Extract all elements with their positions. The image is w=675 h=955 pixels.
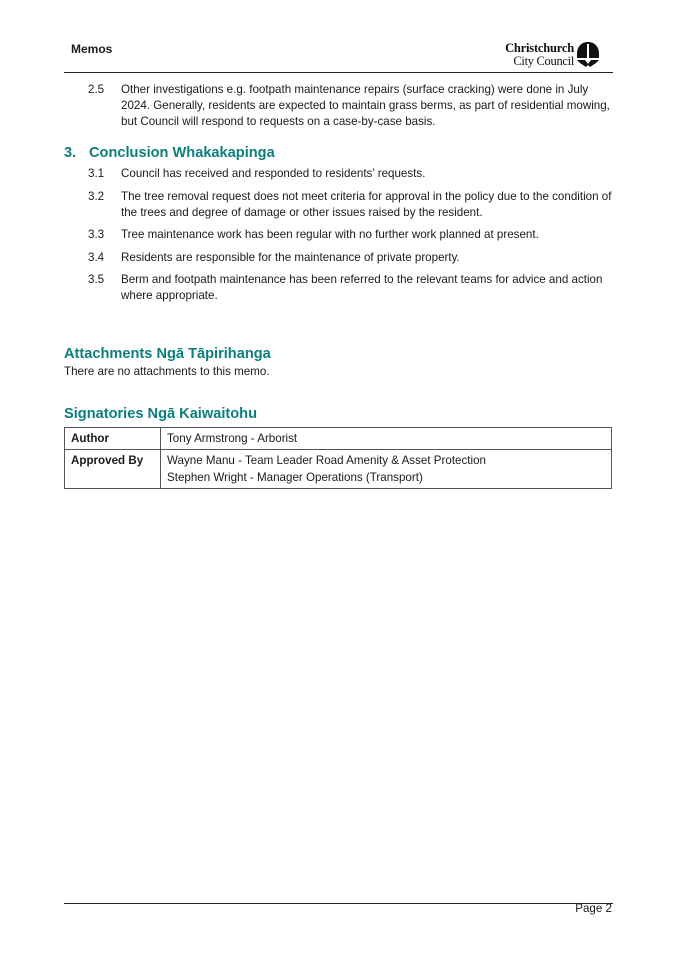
paragraph-number: 3.5 [88,273,105,286]
section-title: Conclusion Whakakapinga [89,145,275,161]
paragraph-text: Residents are responsible for the maintenance of private property. [121,251,460,264]
table-row [65,428,612,450]
signatories-table [64,427,612,489]
page-number: Page 2 [575,902,612,915]
paragraph-3-4 [88,250,618,266]
council-logo [498,41,603,69]
attachments-heading: Attachments Ngā Tāpirihanga [64,346,271,362]
paragraph-2-5 [88,82,618,130]
paragraph-number: 2.5 [88,83,105,96]
paragraph-number: 3.3 [88,228,105,241]
table-row [65,450,612,489]
paragraph-text: The tree removal request does not meet criteria for approval in the policy due to the condition of the trees and degree of damage or other issues raised by the resident. [121,190,612,219]
logo-line-2: City Council [513,54,574,68]
header-rule [64,72,613,73]
section-number: 3. [64,145,77,161]
paragraph-3-5 [88,272,618,304]
memo-header-title: Memos [71,42,113,56]
signatory-line: Wayne Manu - Team Leader Road Amenity & Asset Protection [167,454,486,467]
author-value [161,428,612,450]
attachments-text: There are no attachments to this memo. [64,365,270,378]
paragraph-3-1 [88,166,618,182]
signatories-heading: Signatories Ngā Kaiwaitohu [64,406,257,422]
author-label: Author [65,428,161,450]
paragraph-text: Tree maintenance work has been regular with no further work planned at present. [121,228,539,241]
approved-by-label: Approved By [65,450,161,489]
signatory-line: Tony Armstrong - Arborist [167,432,298,445]
paragraph-number: 3.2 [88,190,105,203]
footer-rule [64,903,613,904]
paragraph-number: 3.4 [88,251,105,264]
paragraph-3-3 [88,227,618,243]
cathedral-emblem-icon [576,41,600,68]
conclusion-heading [64,144,275,162]
paragraph-3-2 [88,189,618,221]
approved-by-value [161,450,612,489]
signatory-line: Stephen Wright - Manager Operations (Transport) [167,471,423,484]
logo-wordmark [498,42,574,68]
paragraph-number: 3.1 [88,167,105,180]
logo-line-1: Christchurch [505,41,574,55]
paragraph-text: Council has received and responded to residents’ requests. [121,167,426,180]
paragraph-text: Berm and footpath maintenance has been referred to the relevant teams for advice and action where appropriate. [121,273,603,302]
paragraph-text: Other investigations e.g. footpath maintenance repairs (surface cracking) were done in July 2024. Generally, residents are expected to maintain grass berms, as part of residential mowing, but Council will respond to requests on a case-by-case basis. [121,83,610,128]
